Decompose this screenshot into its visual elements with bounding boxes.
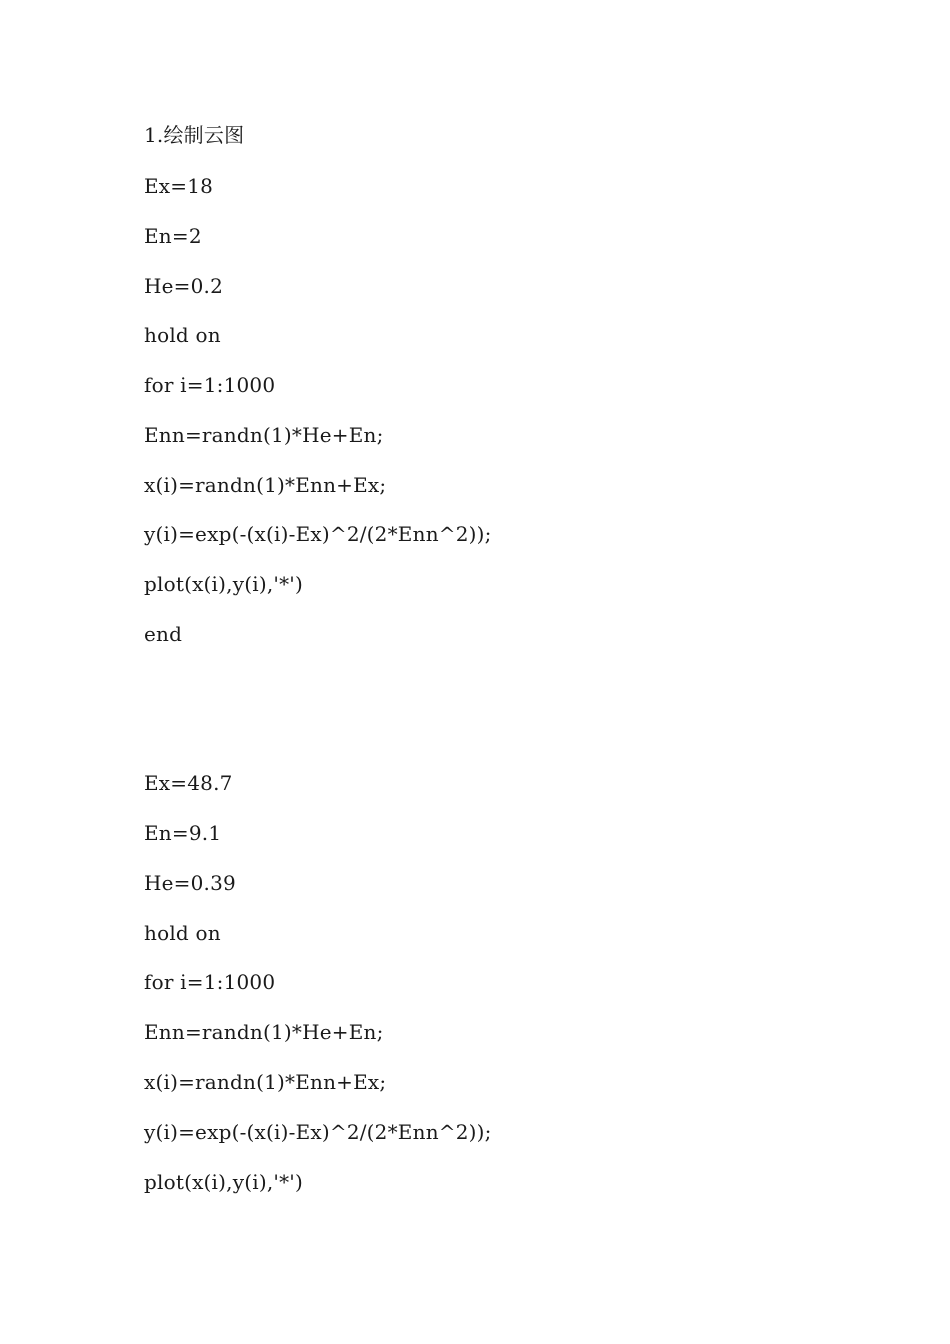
code-line: Enn=randn(1)*He+En; xyxy=(144,1020,384,1044)
code-line: for i=1:1000 xyxy=(144,970,276,994)
code-line: x(i)=randn(1)*Enn+Ex; xyxy=(144,473,387,497)
code-line: hold on xyxy=(144,323,221,347)
code-line: y(i)=exp(-(x(i)-Ex)^2/(2*Enn^2)); xyxy=(144,522,492,546)
code-line: Ex=18 xyxy=(144,174,214,198)
code-line: for i=1:1000 xyxy=(144,373,276,397)
section-heading: 1.绘制云图 xyxy=(144,123,245,147)
code-line: plot(x(i),y(i),'*') xyxy=(144,572,303,596)
code-line: Ex=48.7 xyxy=(144,771,233,795)
code-line: y(i)=exp(-(x(i)-Ex)^2/(2*Enn^2)); xyxy=(144,1120,492,1144)
code-line: end xyxy=(144,622,183,646)
code-line: En=2 xyxy=(144,224,202,248)
code-line: He=0.39 xyxy=(144,871,236,895)
code-line: En=9.1 xyxy=(144,821,222,845)
code-line: plot(x(i),y(i),'*') xyxy=(144,1170,303,1194)
code-line: x(i)=randn(1)*Enn+Ex; xyxy=(144,1070,387,1094)
code-line: hold on xyxy=(144,921,221,945)
code-line: He=0.2 xyxy=(144,274,224,298)
code-line: Enn=randn(1)*He+En; xyxy=(144,423,384,447)
